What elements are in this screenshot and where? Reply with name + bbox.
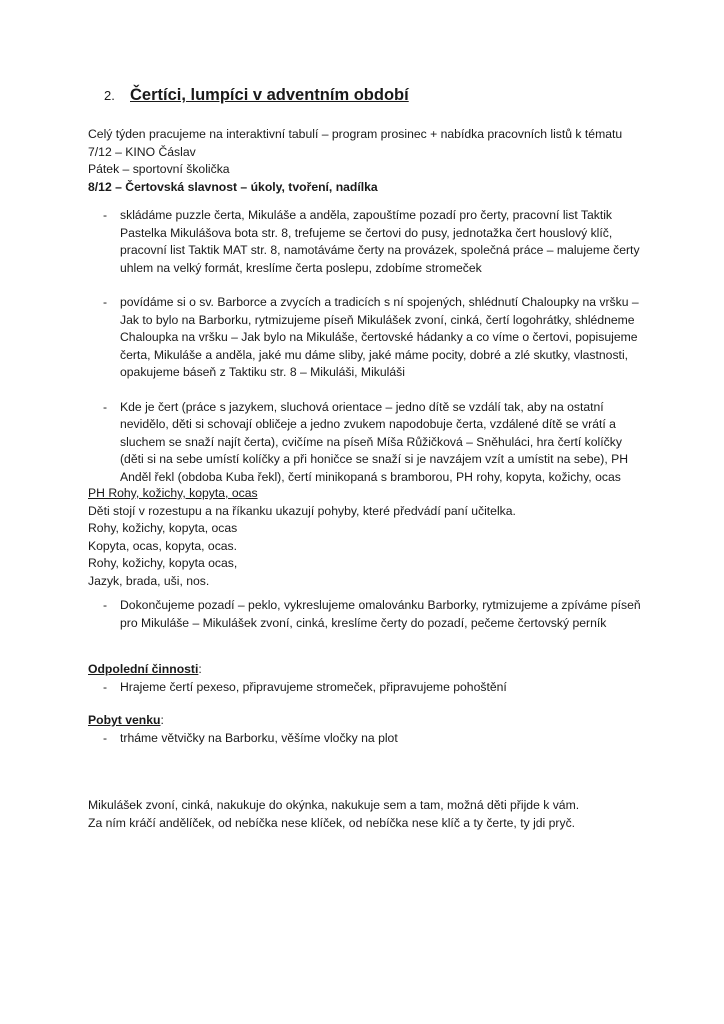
outdoor-section: [88, 712, 688, 747]
ph-section: [88, 485, 688, 590]
afternoon-heading: Odpolední činnosti: [88, 662, 199, 676]
poem-line: Mikulášek zvoní, cinká, nakukuje do okýnka, nakukuje sem a tam, možná děti přijde k vám.: [88, 798, 580, 812]
list-item-text: povídáme si o sv. Barborce a zvycích a tradicích s ní spojených, shlédnutí Chaloupky na vršku – Jak to bylo na Barborku, rytmizujeme píseň Mikulášek zvoní, cinká, čertí logohrátky, shlédneme Chaloupka na vršku – Jak bylo na Mikuláše, čertovské hádanky a co víme o čertovi, popisujeme čerta, Mikuláše a anděla, jaké mu dáme sliby, jaké máme pocity, dobré a zlé skutky, vlastnosti, opakujeme báseň z Taktiku str. 8 – Mikuláši, Mikuláši: [120, 295, 639, 379]
bullet-dash: -: [103, 730, 108, 745]
list-item-text: trháme větvičky na Barborku, věšíme vločky na plot: [120, 730, 398, 745]
section-title: [104, 86, 409, 105]
intro-block: [88, 126, 688, 196]
bullet-dash: -: [103, 399, 108, 414]
activity-list-1: [88, 207, 648, 486]
intro-line-cinema: 7/12 – KINO Čáslav: [88, 144, 196, 159]
outdoor-colon: :: [160, 713, 164, 727]
ph-line: Rohy, kožichy, kopyta ocas,: [88, 556, 238, 570]
list-item: [88, 399, 648, 487]
outdoor-heading: Pobyt venku: [88, 713, 161, 727]
list-item: [88, 597, 648, 632]
intro-line-week: Celý týden pracujeme na interaktivní tabulí – program prosinec + nabídka pracovních listů k tématu: [88, 127, 623, 141]
afternoon-section: [88, 661, 688, 696]
poem-line: Za ním kráčí andělíček, od nebíčka nese klíček, od nebíčka nese klíč a ty čerte, ty jdi pryč.: [88, 816, 576, 830]
bullet-dash: -: [103, 208, 108, 222]
ph-line: Rohy, kožichy, kopyta, ocas: [88, 521, 238, 535]
list-item-text: Hrajeme čertí pexeso, připravujeme stromeček, připravujeme pohoštění: [120, 679, 507, 694]
list-item: [88, 294, 648, 382]
list-item: [88, 730, 688, 748]
list-item: [88, 207, 648, 277]
activity-list-2: [88, 597, 648, 632]
ph-line: Jazyk, brada, uši, nos.: [88, 573, 210, 588]
ph-line: Děti stojí v rozestupu a na říkanku ukazují pohyby, které předvádí paní učitelka.: [88, 503, 516, 518]
bullet-dash: -: [103, 598, 108, 612]
poem-block: [88, 796, 688, 832]
intro-line-sport: Pátek – sportovní školička: [88, 162, 230, 176]
ph-line: Kopyta, ocas, kopyta, ocas.: [88, 538, 238, 553]
list-item-text: Dokončujeme pozadí – peklo, vykreslujeme omalovánku Barborky, rytmizujeme a zpíváme píseň pro Mikuláše – Mikulášek zvoní, cinká, kreslíme čerty do pozadí, pečeme čertovský perník: [120, 598, 641, 630]
list-item-text: Kde je čert (práce s jazykem, sluchová orientace – jedno dítě se vzdálí tak, aby na ostatní nevidělo, děti si schovají obličeje a jedno zvukem napodobuje čerta, vzdálené dítě se vrátí a sluchem se snaží najít čerta), cvičíme na píseň Míša Růžičková – Sněhuláci, hra čertí kolíčky (děti si na sebe umístí kolíčky a při honičce se snaží si je navzájem vzít a umístit na sebe), PH Anděl řekl (obdoba Kuba řekl), čertí minikopaná s bramborou, PH rohy, kopyta, kožichy, ocas: [120, 399, 629, 484]
section-heading: Čertíci, lumpíci v adventním období: [130, 86, 409, 104]
list-item: [88, 679, 688, 697]
afternoon-colon: :: [198, 662, 202, 676]
ph-heading: PH Rohy, kožichy, kopyta, ocas: [88, 486, 258, 500]
section-number: 2.: [104, 88, 115, 103]
bullet-dash: -: [103, 679, 108, 694]
bullet-dash: -: [103, 295, 108, 309]
list-item-text: skládáme puzzle čerta, Mikuláše a anděla, zapouštíme pozadí pro čerty, pracovní list Taktik Pastelka Mikulášova bota str. 8, trefujeme se čertovi do pusy, jednotažka čert houslový klíč, pracovní list Taktik MAT str. 8, namotáváme čerty na provázek, společná práce – malujeme čerty uhlem na velký formát, kreslíme čerta poslepu, zdobíme stromeček: [120, 208, 640, 275]
intro-line-celebration: 8/12 – Čertovská slavnost – úkoly, tvoření, nadílka: [88, 179, 378, 194]
